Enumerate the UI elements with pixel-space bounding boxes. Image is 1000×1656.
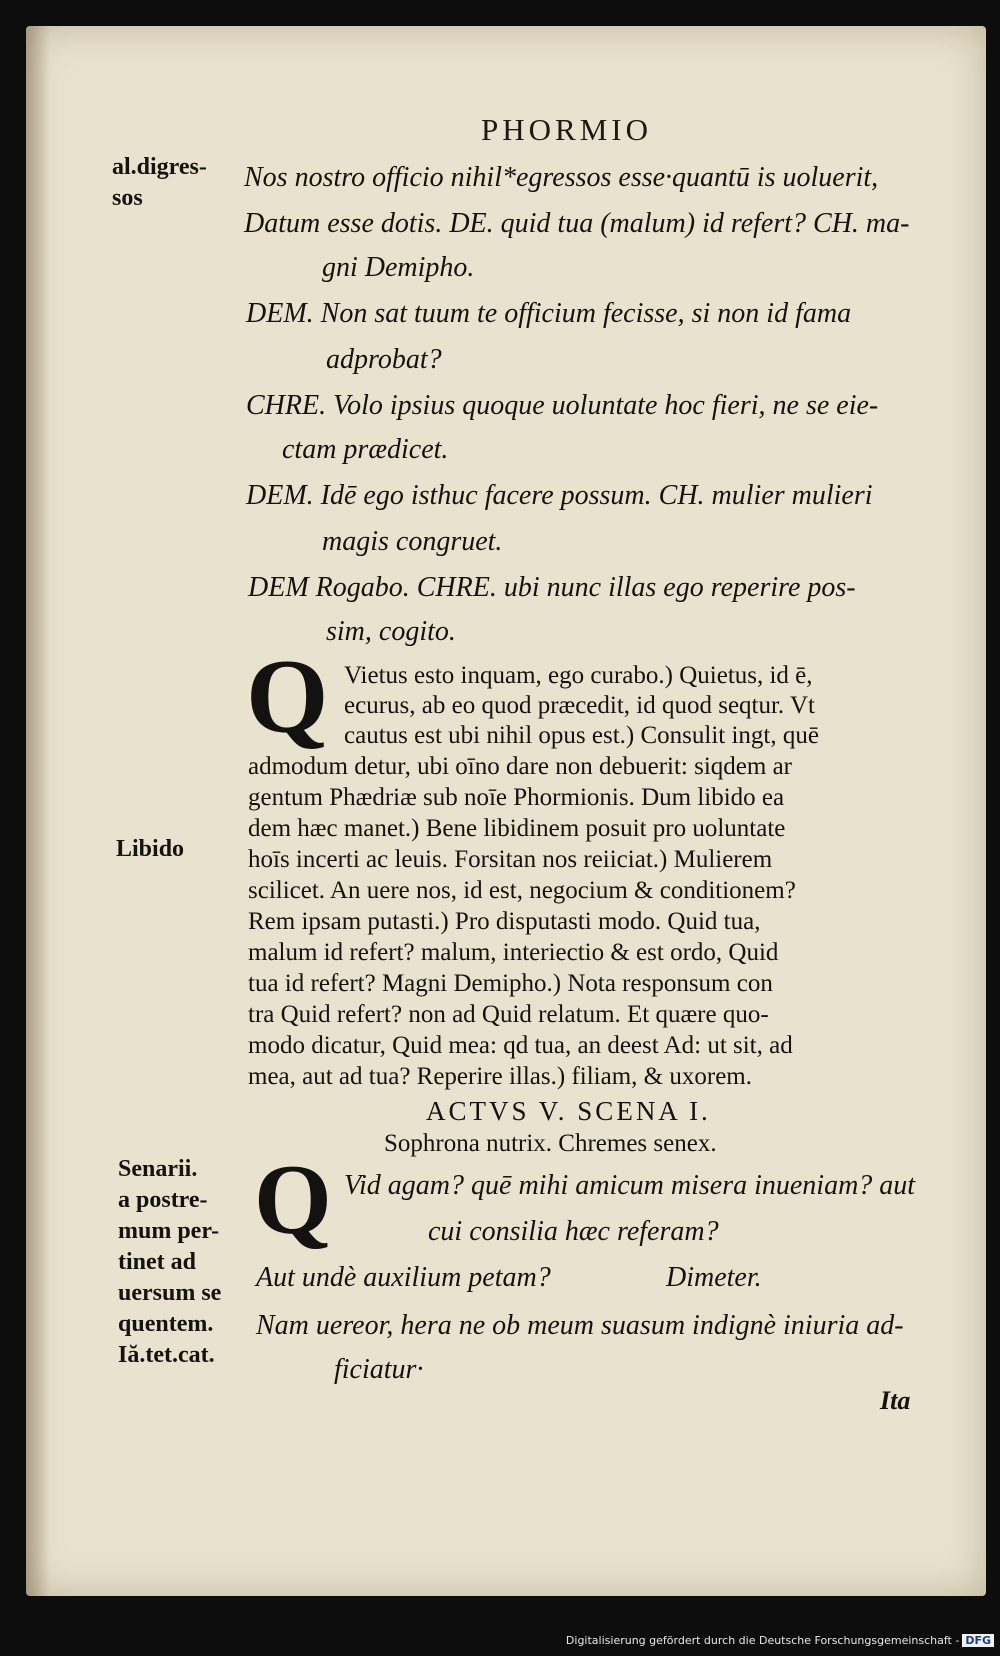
dfg-logo: DFG xyxy=(962,1634,994,1647)
verse-line: gni Demipho. xyxy=(322,252,475,283)
commentary-line: tra Quid refert? non ad Quid relatum. Et quære quo- xyxy=(248,1001,769,1028)
catchword: Ita xyxy=(880,1386,911,1415)
verse-line: DEM Rogabo. CHRE. ubi nunc illas ego reperire pos- xyxy=(248,572,856,603)
commentary-line: hoīs incerti ac leuis. Forsitan nos reiiciat.) Mulierem xyxy=(248,846,773,873)
commentary-line: mea, aut ad tua? Reperire illas.) filiam, & uxorem. xyxy=(248,1063,752,1090)
book-page xyxy=(26,26,986,1596)
commentary-line: tua id refert? Magni Demipho.) Nota responsum con xyxy=(248,970,773,997)
footer-text: Digitalisierung gefördert durch die Deutsche Forschungsgemeinschaft - xyxy=(565,1634,960,1647)
digitization-footer xyxy=(566,1634,994,1647)
act-heading: ACTVS V. SCENA I. xyxy=(426,1096,711,1126)
commentary-line: dem hæc manet.) Bene libidinem posuit pro uoluntate xyxy=(248,815,786,842)
margin-note-digressos: al.digres- sos xyxy=(112,154,207,211)
verse-line: Nos nostro officio nihil*egressos esse·quantū is uoluerit, xyxy=(244,162,879,193)
drop-cap: Q xyxy=(246,638,329,755)
commentary-line: modo dicatur, Quid mea: qd tua, an deest Ad: ut sit, ad xyxy=(248,1032,793,1059)
scene-characters: Sophrona nutrix. Chremes senex. xyxy=(384,1130,717,1157)
commentary-line: malum id refert? malum, interiectio & est ordo, Quid xyxy=(248,939,779,966)
page-binding-shadow xyxy=(26,26,50,1596)
verse-line: Datum esse dotis. DE. quid tua (malum) id refert? CH. ma- xyxy=(244,208,910,239)
scene-line: Aut undè auxilium petam? xyxy=(256,1262,551,1293)
commentary-line: Vietus esto inquam, ego curabo.) Quietus, id ē, xyxy=(344,662,813,689)
commentary-line: gentum Phædriæ sub noīe Phormionis. Dum libido ea xyxy=(248,784,785,811)
margin-note-libido: Libido xyxy=(116,836,185,862)
verse-line: sim, cogito. xyxy=(326,616,456,647)
running-head: PHORMIO xyxy=(481,112,652,147)
verse-line: adprobat? xyxy=(326,344,442,375)
verse-line: magis congruet. xyxy=(322,526,503,557)
verse-line: ctam prædicet. xyxy=(282,434,449,465)
commentary-line: cautus est ubi nihil opus est.) Consulit ingt, quē xyxy=(344,722,819,749)
commentary-line: ecurus, ab eo quod præcedit, id quod seqtur. Vt xyxy=(344,692,815,719)
drop-cap-scene: Q xyxy=(254,1144,332,1255)
margin-note-senarii: Senarii. a postre- mum per- tinet ad uersum se quentem. Iă.tet.cat. xyxy=(118,1156,222,1368)
commentary-line: Rem ipsam putasti.) Pro disputasti modo. Quid tua, xyxy=(248,908,761,935)
verse-line: DEM. Non sat tuum te officium fecisse, si non id fama xyxy=(246,298,852,329)
scene-line: cui consilia hæc referam? xyxy=(428,1216,719,1247)
verse-line: DEM. Idē ego isthuc facere possum. CH. mulier mulieri xyxy=(246,480,873,511)
commentary-line: scilicet. An uere nos, id est, negocium & conditionem? xyxy=(248,877,796,904)
verse-line: CHRE. Volo ipsius quoque uoluntate hoc fieri, ne se eie- xyxy=(246,390,879,421)
scene-line: Nam uereor, hera ne ob meum suasum indignè iniuria ad- xyxy=(256,1310,904,1341)
scene-line: Vid agam? quē mihi amicum misera inueniam? aut xyxy=(344,1170,916,1201)
meter-label: Dimeter. xyxy=(666,1262,762,1293)
scene-line: ficiatur· xyxy=(334,1354,424,1385)
commentary-line: admodum detur, ubi oīno dare non debuerit: siqdem ar xyxy=(248,753,793,780)
